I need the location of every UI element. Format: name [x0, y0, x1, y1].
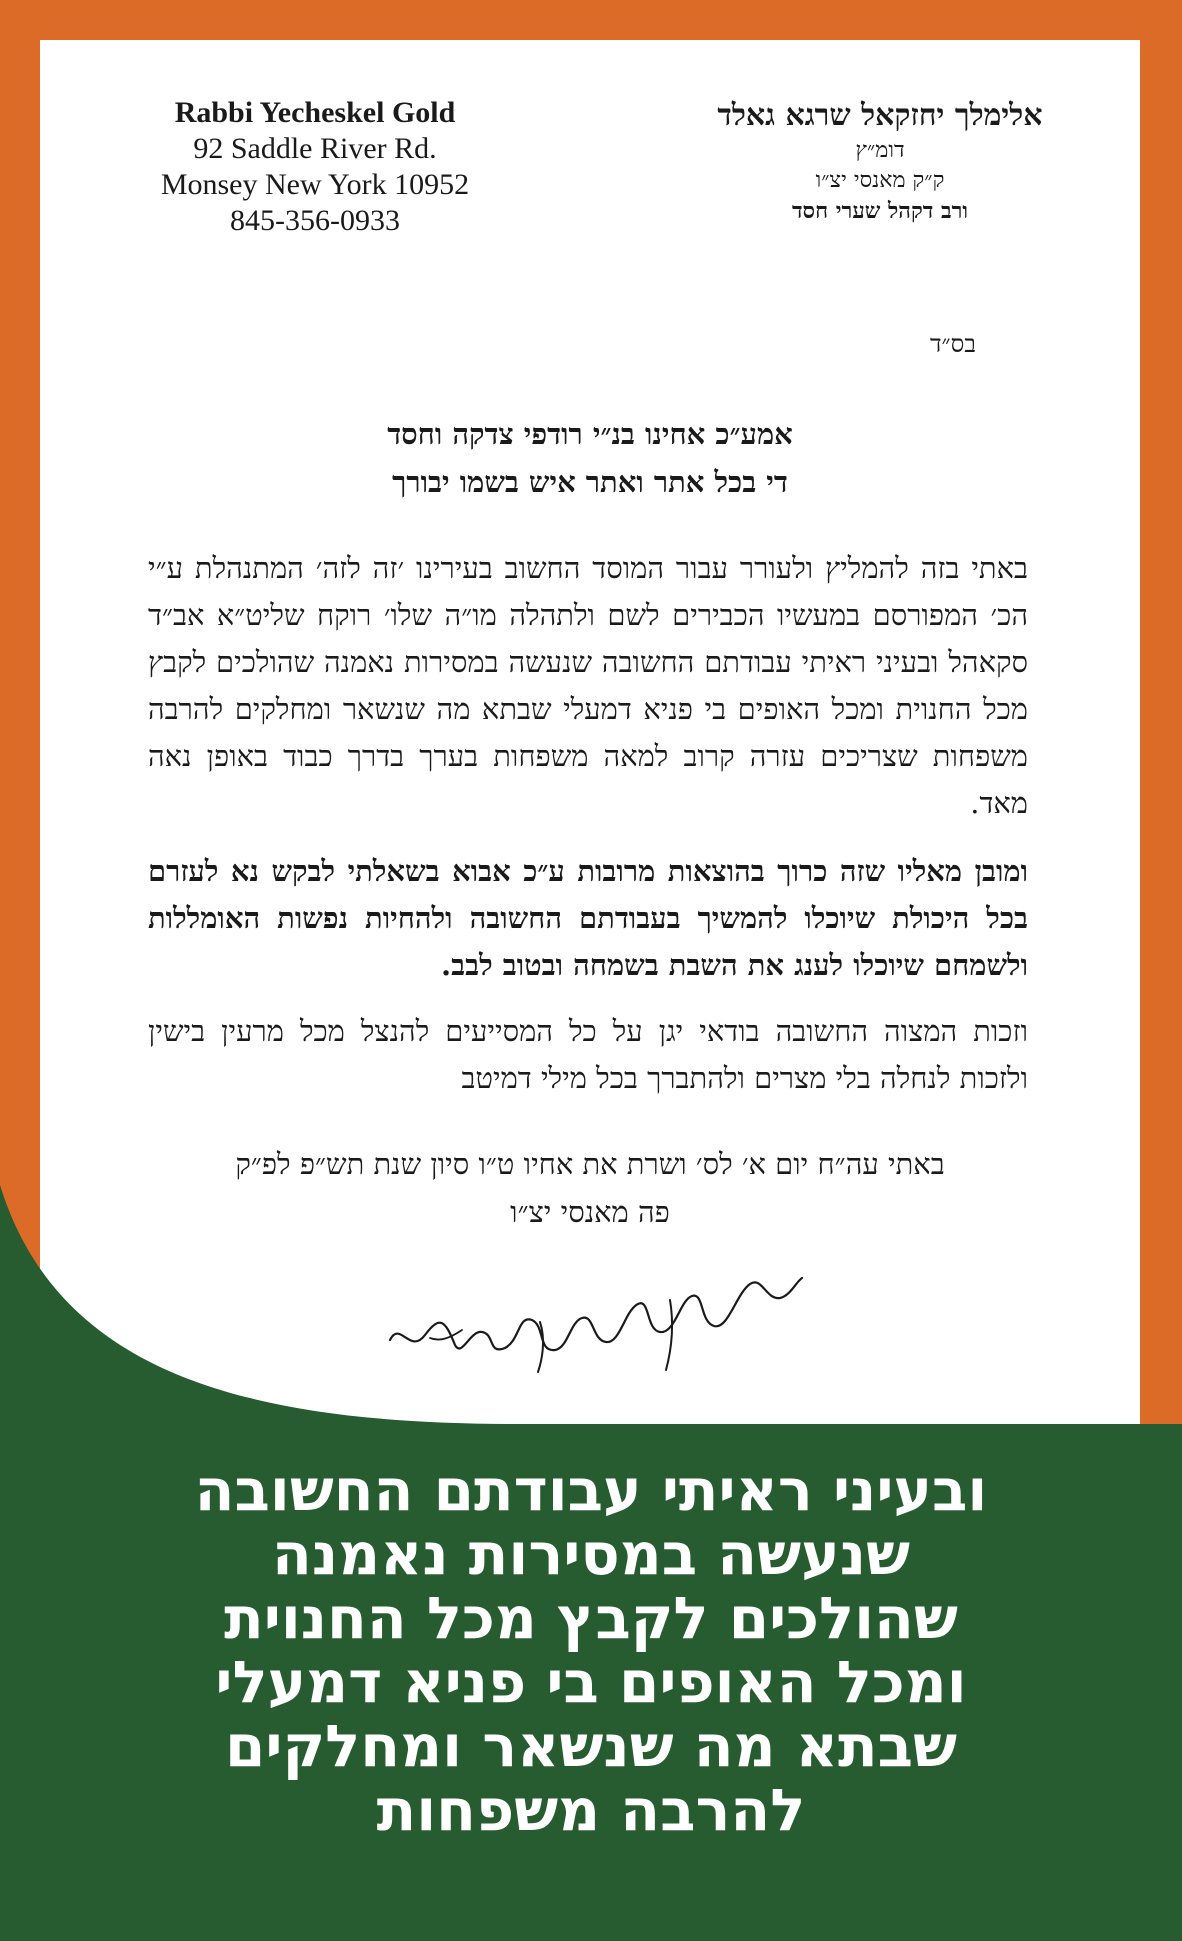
title-line-1: דומ״ץ [855, 138, 905, 163]
rabbi-name-hebrew: אלימלך יחזקאל שרגא גאלד [717, 98, 1043, 133]
address-line-1: 92 Saddle River Rd. [193, 132, 437, 165]
rabbi-name-english: Rabbi Yecheskel Gold [174, 96, 456, 129]
quote-line-5: שבתא מה שנשאר ומחלקים [225, 1712, 957, 1780]
date-line-2: פה מאנסי יצ״ו [510, 1195, 670, 1229]
quote-line-2: שנעשה במסירות נאמנה [272, 1520, 910, 1588]
bsd-mark: בס״ד [930, 330, 976, 358]
title-line-3: ורב דקהל שערי חסד [791, 198, 969, 224]
body-paragraph-2: ומובן מאליו שזה כרוך בהוצאות מרובות ע״כ אבוא בשאלתי לבקש נא לעזרם בכל היכולת שיוכלו להמשיך בעבודתם החשובה ולהחיות נפשות האומללות ולשמחם שיוכלו לענג את השבת בשמחה ובטוב לבב. [148, 854, 1028, 982]
quote-line-3: שהולכים לקבץ מכל החנוית [224, 1584, 958, 1652]
quote-line-4: ומכל האופים בי פניא דמעלי [215, 1648, 967, 1716]
greeting-line-2: די בכל אתר ואתר איש בשמו יבורך [392, 465, 788, 499]
quote-line-6: להרבה משפחות [376, 1776, 806, 1844]
quote-line-1: ובעיני ראיתי עבודתם החשובה [194, 1456, 988, 1524]
phone-number: 845-356-0933 [230, 204, 400, 237]
body-paragraph-1: באתי בזה להמליץ ולעורר עבור המוסד החשוב בעירינו ׳זה לזה׳ המתנהלת ע״י הכ׳ המפורסם במעשיו הכבירים לשם ולתהלה מו״ה שלו׳ רוקח שליט״א אב״ד סקאהל ובעיני ראיתי עבודתם החשובה שנעשה במסירות נאמנה שהולכים לקבץ מכל החנוית ומכל האופים בי פניא דמעלי שבתא מה שנשאר ומחלקים להרבה משפחות שצריכים עזרה קרוב למאה משפחות בערך בדרך כבוד באופן נאה מאד. [148, 551, 1028, 820]
body-paragraph-3: וזכות המצוה החשובה בודאי יגן על כל המסייעים להנצל מכל מרעין בישין ולזכות לנחלה בלי מצרים ולהתברך בכל מילי דמיטב [148, 1014, 1028, 1095]
greeting-line-1: אמע״כ אחינו בנ״י רודפי צדקה וחסד [387, 417, 793, 451]
date-line-1: באתי עה״ח יום א׳ לס׳ ושרת את אחיו ט״ו סיון שנת תש״פ לפ״ק [235, 1147, 945, 1181]
title-line-2: ק״ק מאנסי יצ״ו [815, 168, 945, 193]
highlight-quote [60, 1458, 1122, 1842]
address-line-2: Monsey New York 10952 [160, 168, 470, 201]
